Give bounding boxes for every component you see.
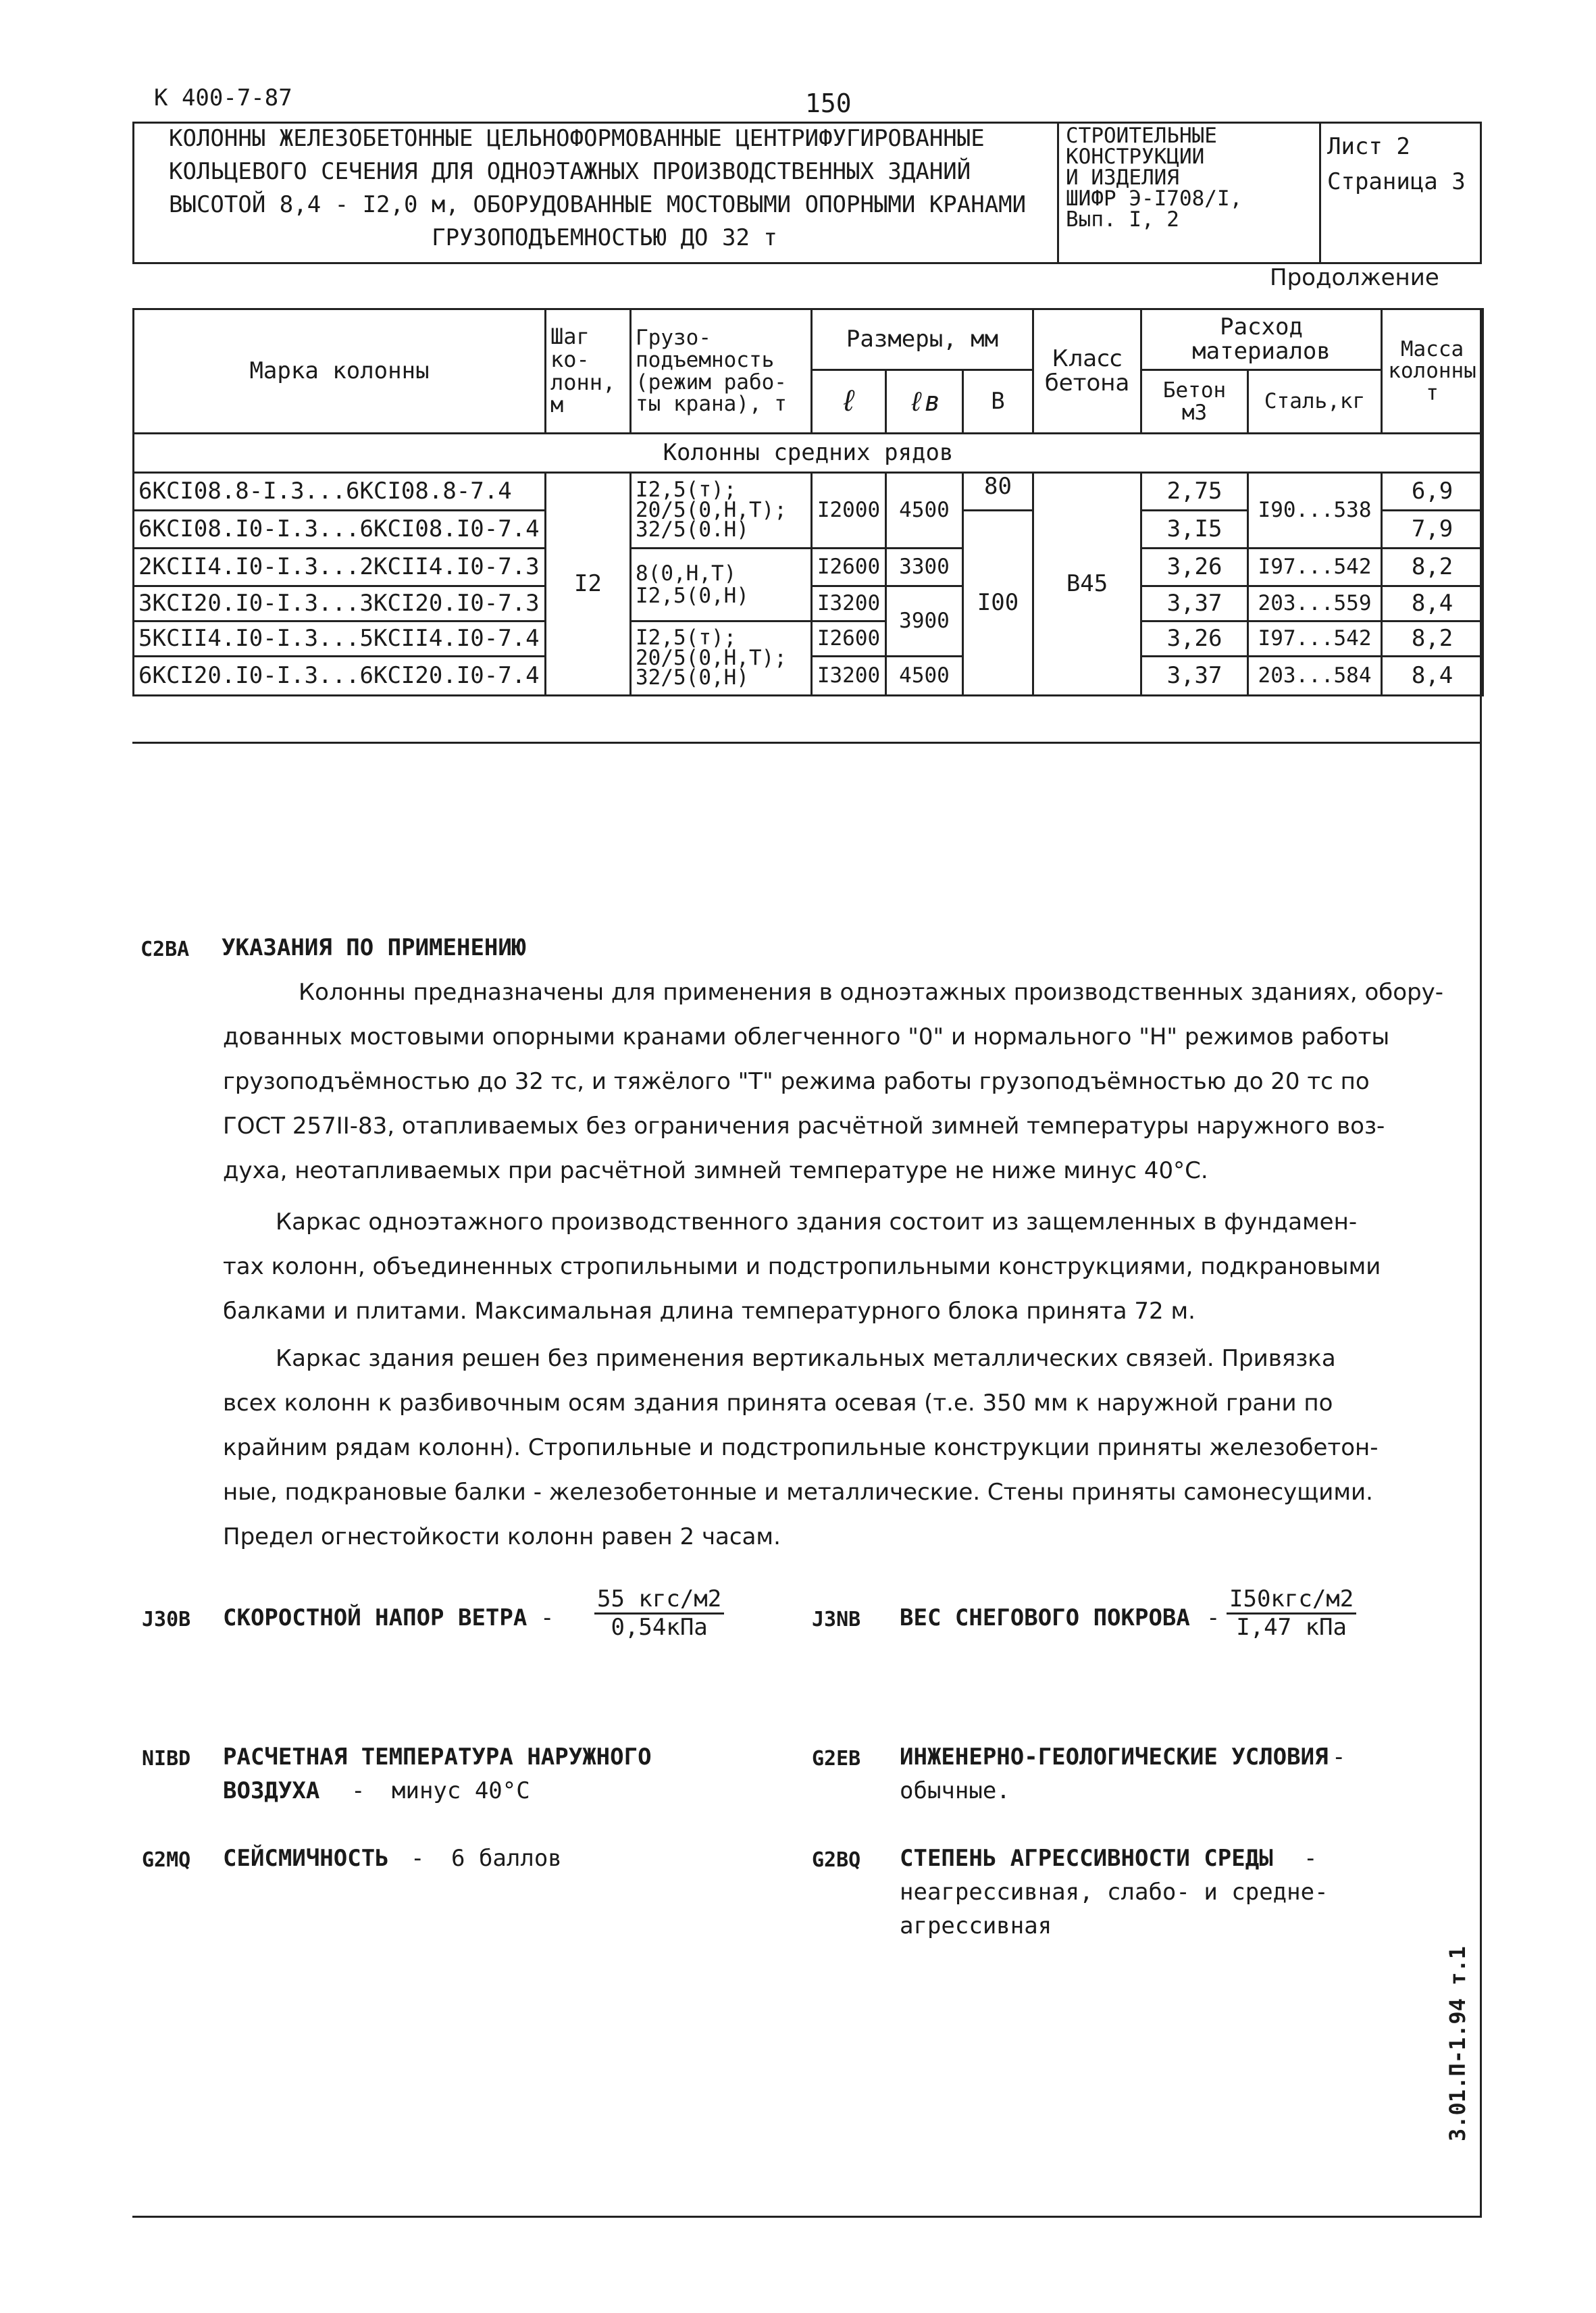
geo-value: обычные. [900, 1777, 1010, 1804]
row-concrete: 3,37 [1141, 586, 1248, 621]
row-concrete: 3,37 [1141, 657, 1248, 696]
capacity-group-1: I2,5(т); 20/5(0,Н,Т); 32/5(0.Н) [631, 473, 812, 549]
temp-code: NIBD [142, 1747, 191, 1771]
snow-dash: - [1206, 1604, 1220, 1631]
steel-group-1: I90...538 [1248, 473, 1382, 549]
aggr-dash: - [1304, 1845, 1318, 1872]
capacity-group-3: I2,5(т); 20/5(0,Н,Т); 32/5(0,Н) [631, 621, 812, 696]
category-line-1: СТРОИТЕЛЬНЫЕ [1066, 124, 1217, 148]
table-row [134, 473, 1483, 511]
seismic-value: 6 баллов [451, 1845, 562, 1872]
aggr-value-line-1: неагрессивная, слабо- и средне- [900, 1879, 1329, 1906]
snow-label: ВЕС СНЕГОВОГО ПОКРОВА [900, 1604, 1190, 1631]
continuation-label: Продолжение [1270, 264, 1439, 291]
row-mass: 6,9 [1382, 473, 1483, 511]
section-title: Колонны средних рядов [134, 434, 1483, 473]
category-line-4: ШИФР Э-I708/I, [1066, 186, 1243, 211]
sheet-label: Лист 2 [1327, 133, 1410, 160]
header-dim-l: ℓ [812, 370, 886, 434]
row-mass: 8,2 [1382, 621, 1483, 657]
row-l: I2600 [812, 621, 886, 657]
row-concrete: 3,26 [1141, 621, 1248, 657]
header-materials: Расход материалов [1141, 309, 1382, 370]
header-concrete: Бетон м3 [1141, 370, 1248, 434]
row-steel: 203...584 [1248, 657, 1382, 696]
seismic-label: СЕЙСМИЧНОСТЬ [223, 1845, 389, 1872]
row-concrete: 2,75 [1141, 473, 1248, 511]
instructions-heading: УКАЗАНИЯ ПО ПРИМЕНЕНИЮ [222, 934, 526, 961]
side-stamp: 3.01.П-1.94 т.1 [1445, 1946, 1470, 2141]
header-dim-b: B [963, 370, 1033, 434]
row-steel: I97...542 [1248, 549, 1382, 586]
wind-code: J30B [142, 1608, 191, 1631]
title-block [169, 126, 1040, 251]
row-concrete: 3,26 [1141, 549, 1248, 586]
row-mass: 8,4 [1382, 586, 1483, 621]
header-step: Шаг ко- лонн, м [546, 309, 631, 434]
b-value-1: 80 [963, 473, 1033, 511]
category-line-5: Вып. I, 2 [1066, 207, 1179, 232]
capacity-group-2: 8(0,Н,Т) I2,5(0,Н) [631, 549, 812, 621]
aggr-label: СТЕПЕНЬ АГРЕССИВНОСТИ СРЕДЫ [900, 1845, 1273, 1872]
header-dim-lb: ℓв [886, 370, 963, 434]
lb-group-2: 3300 [886, 549, 963, 586]
seismic-dash: - [411, 1845, 425, 1872]
lb-group-3: 3900 [886, 586, 963, 657]
row-l: I3200 [812, 586, 886, 621]
wind-value: 55 кгс/м2 0,54кПа [594, 1586, 724, 1641]
geo-code: G2EB [812, 1747, 861, 1771]
row-mark: 5КСII4.I0-I.3...5КСII4.I0-7.4 [134, 621, 546, 657]
snow-value: I50кгс/м2 I,47 кПа [1227, 1586, 1356, 1641]
row-l: I3200 [812, 657, 886, 696]
category-line-2: КОНСТРУКЦИИ [1066, 145, 1205, 169]
step-value: I2 [546, 473, 631, 696]
row-mark: 6КСI08.I0-I.3...6КСI08.I0-7.4 [134, 511, 546, 549]
table-row [134, 549, 1483, 586]
aggr-value-line-2: агрессивная [900, 1912, 1052, 1939]
snow-code: J3NB [812, 1608, 861, 1631]
page-number: 150 [805, 88, 852, 118]
header-capacity: Грузо- подъемность (режим рабо- ты крана), т [631, 309, 812, 434]
row-mass: 8,4 [1382, 657, 1483, 696]
header-dims: Размеры, мм [812, 309, 1033, 370]
row-mass: 8,2 [1382, 549, 1483, 586]
title-line-4: ГРУЗОПОДЪЕМНОСТЬЮ ДО 32 т [432, 224, 777, 252]
row-concrete: 3,I5 [1141, 511, 1248, 549]
aggr-code: G2BQ [812, 1848, 861, 1872]
row-lb: 4500 [886, 657, 963, 696]
title-line-3: ВЫСОТОЙ 8,4 - I2,0 м, ОБОРУДОВАННЫЕ МОСТОВЫМИ ОПОРНЫМИ КРАНАМИ [169, 191, 1027, 219]
row-mark: 6КСI20.I0-I.3...6КСI20.I0-7.4 [134, 657, 546, 696]
row-mass: 7,9 [1382, 511, 1483, 549]
class-value: B45 [1033, 473, 1141, 696]
row-mark: 6КСI08.8-I.3...6КСI08.8-7.4 [134, 473, 546, 511]
page-label: Страница 3 [1327, 168, 1466, 195]
instructions-code: C2BA [140, 938, 190, 961]
header-concrete-class: Класс бетона [1033, 309, 1141, 434]
row-mark: 3КСI20.I0-I.3...3КСI20.I0-7.3 [134, 586, 546, 621]
wind-label: СКОРОСТНОЙ НАПОР ВЕТРА [223, 1604, 527, 1631]
table-row [134, 621, 1483, 657]
title-line-2: КОЛЬЦЕВОГО СЕЧЕНИЯ ДЛЯ ОДНОЭТАЖНЫХ ПРОИЗВОДСТВЕННЫХ ЗДАНИЙ [169, 158, 971, 186]
instructions-paragraph-2: Каркас одноэтажного производственного здания состоит из защемленных в фундамен- тах колонн, объединенных стропильными и подстропильными конструкциями, подкрановыми балками и плитами. Максимальная длина температурного блока принята 72 м. [223, 1209, 1381, 1325]
row-steel: I97...542 [1248, 621, 1382, 657]
temp-value: минус 40°С [392, 1777, 530, 1804]
category-line-3: И ИЗДЕЛИЯ [1066, 166, 1179, 190]
l-group-1: I2000 [812, 473, 886, 549]
header-mark: Марка колонны [134, 309, 546, 434]
title-line-1: КОЛОННЫ ЖЕЛЕЗОБЕТОННЫЕ ЦЕЛЬНОФОРМОВАННЫЕ ЦЕНТРИФУГИРОВАННЫЕ [169, 125, 985, 152]
header-mass: Масса колонны т [1382, 309, 1483, 434]
instructions-paragraph-3: Каркас здания решен без применения вертикальных металлических связей. Привязка всех колонн к разбивочным осям здания принята осевая (т.е. 350 мм к наружной грани по крайним рядам колонн). Стропильные и подстропильные конструкции приняты железобетон- ные, подкрановые балки - железобетонные и металлические. Стены приняты самонесущими. Предел огнестойкости колонн равен 2 часам. [223, 1345, 1379, 1550]
temp-label-line-1: РАСЧЕТНАЯ ТЕМПЕРАТУРА НАРУЖНОГО [223, 1744, 652, 1771]
row-l: I2600 [812, 549, 886, 586]
row-mark: 2КСII4.I0-I.3...2КСII4.I0-7.3 [134, 549, 546, 586]
header-steel: Сталь,кг [1248, 370, 1382, 434]
row-steel: 203...559 [1248, 586, 1382, 621]
geo-label: ИНЖЕНЕРНО-ГЕОЛОГИЧЕСКИЕ УСЛОВИЯ [900, 1744, 1329, 1771]
category-block [1066, 126, 1242, 230]
temp-label-line-2: ВОЗДУХА [223, 1777, 320, 1804]
geo-dash: - [1332, 1744, 1346, 1771]
seismic-code: G2MQ [142, 1848, 191, 1872]
lb-group-1: 4500 [886, 473, 963, 549]
doc-code: К 400-7-87 [154, 84, 292, 111]
columns-table [132, 308, 1484, 696]
instructions-paragraph-1: Колонны предназначены для применения в одноэтажных производственных зданиях, обору- дованных мостовыми опорными кранами облегченного "0" и нормального "Н" режимов работы грузоподъёмностью до 32 тс, и тяжёлого "Т" режима работы грузоподъёмностью до 20 тс по ГОСТ 257II-83, отапливаемых без ограничения расчётной зимней температуры наружного воз- духа, неотапливаемых при расчётной зимней температуре не ниже минус 40°С. [223, 979, 1444, 1184]
temp-dash: - [351, 1777, 365, 1804]
b-value-2: I00 [963, 511, 1033, 696]
wind-dash: - [540, 1604, 555, 1631]
